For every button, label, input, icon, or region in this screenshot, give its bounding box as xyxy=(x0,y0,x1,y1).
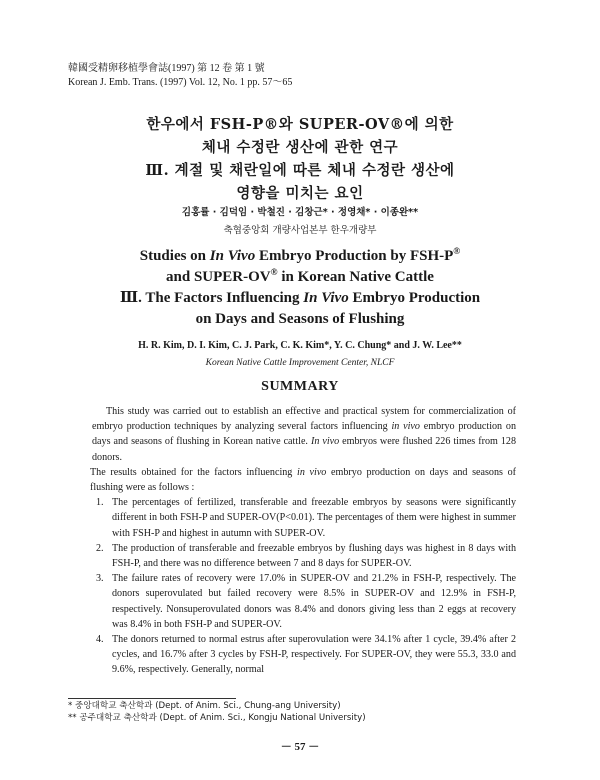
english-authors: H. R. Kim, D. I. Kim, C. J. Park, C. K. Kim*, Y. C. Chung* and J. W. Lee** xyxy=(138,340,462,351)
english-title-line-4: on Days and Seasons of Flushing xyxy=(195,311,405,327)
english-title-line-2: and SUPER-OV® in Korean Native Cattle xyxy=(166,268,434,285)
result-item-4: 4. The donors returned to normal estrus after superovulation were 34.1% after 1 cycle, 39.4% after 2 cycles, and 16.7% after 3 cycles by FSH-P, respectively. For SUPER-OV, they were 55.3, 33.0 and 9.6%, respectively. Generally, normal xyxy=(96,634,516,676)
korean-title-line-2: 체내 수정란 생산에 관한 연구 xyxy=(201,139,399,156)
journal-line-english: Korean J. Emb. Trans. (1997) Vol. 12, No. 1 pp. 57～65 xyxy=(68,77,293,88)
page-number: － 57 － xyxy=(280,741,320,753)
korean-title-line-4: 영향을 미치는 요인 xyxy=(236,185,364,202)
result-item-2: 2. The production of transferable and freezable embryos by flushing days was highest in 8 days with FSH-P, and there was no difference between 7 and 8 days for SUPER-OV. xyxy=(96,542,516,570)
summary-body xyxy=(92,404,516,678)
summary-heading: SUMMARY xyxy=(261,379,339,394)
korean-title-line-3: Ⅲ. 계절 및 채란일에 따른 체내 수정란 생산에 xyxy=(145,162,455,179)
result-item-3: 3. The failure rates of recovery were 17.0% in SUPER-OV and 21.2% in FSH-P, respectively. The donors superovulated but failed recovery were 8.5% in SUPER-OV and 12.9% in FSH-P, respectively. Nonsuperovulated donors was 8.4% and donors giving less than 2 eggs at recovery was 8.4% in both FSH-P and SUPER-OV. xyxy=(96,573,516,630)
journal-header xyxy=(68,62,292,90)
result-item-1: 1. The percentages of fertilized, transferable and freezable embryos by seasons were significantly different in both FSH-P and SUPER-OV(P<0.01). The percentages of them were highest in summer with FSH-P and highest in autumn with SUPER-OV. xyxy=(96,497,516,539)
korean-title-line-1: 한우에서 FSH-P®와 SUPER-OV®에 의한 xyxy=(146,116,454,133)
english-affiliation: Korean Native Cattle Improvement Center, NLCF xyxy=(205,358,395,368)
english-title-line-1: Studies on In Vivo Embryo Production by FSH-P® xyxy=(139,247,461,264)
journal-line-korean: 韓國受精卵移植學會誌(1997) 第 12 卷 第 1 號 xyxy=(68,63,265,74)
footnote-1: * 중앙대학교 축산학과 (Dept. of Anim. Sci., Chung-ang University) xyxy=(68,701,341,711)
footnote-2: ** 공주대학교 축산학과 (Dept. of Anim. Sci., Kongju National University) xyxy=(68,713,366,723)
footnote-divider xyxy=(68,698,236,699)
english-title-line-3: Ⅲ. The Factors Influencing In Vivo Embryo Production xyxy=(119,290,481,306)
english-title xyxy=(0,246,600,330)
korean-authors: 김홍률 · 김덕임 · 박철진 · 김창근* · 정영채* · 이종완** xyxy=(181,207,419,218)
summary-paragraph-2: The results obtained for the factors influencing in vivo embryo production on days and seasons of flushing were as follows : xyxy=(90,466,517,494)
footnotes xyxy=(68,700,366,724)
korean-title xyxy=(0,113,600,205)
korean-affiliation: 축협중앙회 개량사업본부 한우개량부 xyxy=(223,225,377,236)
summary-paragraph-1: This study was carried out to establish an effective and practical system for commercialization of embryo production techniques by analyzing several factors influencing in vivo embryo production on days and seasons of flushing in Korean native cattle. In vivo embryos were flushed 226 times from 128 donors. xyxy=(92,406,516,463)
results-list xyxy=(92,495,516,677)
